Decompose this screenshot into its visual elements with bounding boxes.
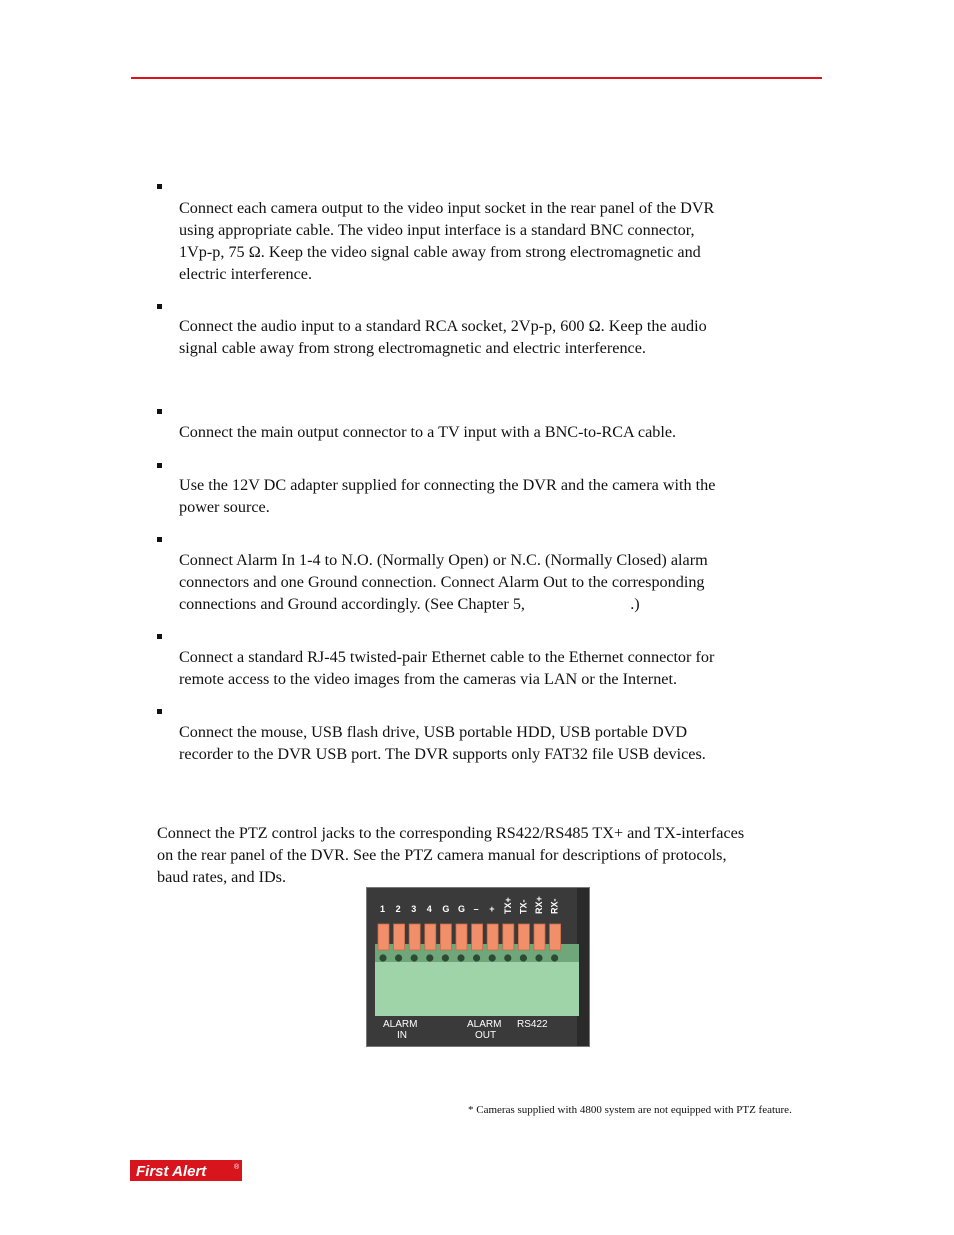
alarm-in-label: ALARM: [383, 1019, 418, 1030]
release-tab: [487, 924, 498, 950]
pin-label: TX-: [518, 899, 529, 914]
ethernet-paragraph: [179, 646, 799, 690]
text-line: 1Vp-p, 75 Ω. Keep the video signal cable away from strong electromagnetic and: [179, 243, 701, 261]
bullet-marker: [157, 709, 162, 714]
bullet-marker: [157, 184, 162, 189]
text-line: using appropriate cable. The video input interface is a standard BNC connector,: [179, 221, 695, 239]
release-tab: [550, 924, 561, 950]
alarm-out-sub-label: OUT: [475, 1030, 497, 1041]
screw-hole: [395, 954, 402, 961]
rs422-label: RS422: [517, 1019, 548, 1030]
pin-label: –: [473, 904, 479, 914]
terminal-block-image: [366, 887, 590, 1047]
screw-hole: [535, 954, 542, 961]
pin-label: RX+: [534, 896, 544, 914]
text-line: Connect the main output connector to a TV input with a BNC-to-RCA cable.: [179, 423, 677, 441]
alarm-out-label: ALARM: [467, 1019, 502, 1030]
text-line: baud rates, and IDs.: [157, 868, 287, 886]
footnote: * Cameras supplied with 4800 system are not equipped with PTZ feature.: [468, 1104, 792, 1116]
text-line: recorder to the DVR USB port. The DVR supports only FAT32 file USB devices.: [179, 745, 706, 763]
release-tab: [394, 924, 405, 950]
release-tab: [440, 924, 451, 950]
pin-label: 3: [411, 904, 417, 914]
release-tab: [534, 924, 545, 950]
release-tab: [425, 924, 436, 950]
power-paragraph: [179, 474, 799, 518]
bullet-marker: [157, 304, 162, 309]
text-line: Use the 12V DC adapter supplied for connecting the DVR and the camera with the: [179, 476, 716, 494]
pin-label: +: [489, 904, 495, 914]
pin-label: G: [458, 904, 466, 914]
pin-label: 4: [426, 904, 432, 914]
text-line: connectors and one Ground connection. Connect Alarm Out to the corresponding: [179, 573, 705, 591]
release-tab: [518, 924, 529, 950]
screw-hole: [504, 954, 511, 961]
screw-hole: [426, 954, 433, 961]
text-line: electric interference.: [179, 265, 312, 283]
text-line: power source.: [179, 498, 270, 516]
screw-hole: [473, 954, 480, 961]
text-line: Connect the mouse, USB flash drive, USB portable HDD, USB portable DVD: [179, 723, 688, 741]
release-tab: [409, 924, 420, 950]
release-tab: [456, 924, 467, 950]
text-line: signal cable away from strong electromagnetic and electric interference.: [179, 339, 646, 357]
bullet-marker: [157, 463, 162, 468]
text-line: Connect each camera output to the video input socket in the rear panel of the DVR: [179, 199, 715, 217]
text-line: Connect a standard RJ-45 twisted-pair Ethernet cable to the Ethernet connector for: [179, 648, 715, 666]
text-line: connections and Ground accordingly. (See Chapter 5, .): [179, 595, 640, 613]
text-line: on the rear panel of the DVR. See the PTZ camera manual for descriptions of protocols,: [157, 846, 727, 864]
audio-input-paragraph: [179, 315, 799, 359]
alarm-paragraph: [179, 549, 799, 615]
usb-paragraph: [179, 721, 799, 765]
text-line: Connect the PTZ control jacks to the corresponding RS422/RS485 TX+ and TX-interfaces: [157, 824, 745, 842]
bullet-marker: [157, 634, 162, 639]
screw-hole: [489, 954, 496, 961]
pin-label: 1: [380, 904, 386, 914]
screw-hole: [551, 954, 558, 961]
pin-label: TX+: [502, 897, 513, 914]
release-tab: [378, 924, 389, 950]
pin-label: 2: [395, 904, 401, 914]
text-line: remote access to the video images from the cameras via LAN or the Internet.: [179, 670, 678, 688]
screw-hole: [457, 954, 464, 961]
first-alert-logo: [130, 1160, 242, 1181]
release-tab: [503, 924, 514, 950]
text-line: Connect the audio input to a standard RCA socket, 2Vp-p, 600 Ω. Keep the audio: [179, 317, 707, 335]
pin-label: RX-: [549, 898, 560, 914]
ptz-paragraph: [157, 822, 837, 888]
svg-text:First Alert: First Alert: [136, 1163, 207, 1180]
pin-label: G: [442, 904, 450, 914]
bullet-marker: [157, 537, 162, 542]
main-output-paragraph: [179, 421, 799, 443]
svg-text:®: ®: [234, 1164, 240, 1171]
text-line: Connect Alarm In 1-4 to N.O. (Normally Open) or N.C. (Normally Closed) alarm: [179, 551, 708, 569]
screw-hole: [520, 954, 527, 961]
alarm-in-sub-label: IN: [397, 1030, 407, 1041]
video-input-paragraph: [179, 197, 799, 285]
release-tab: [472, 924, 483, 950]
screw-hole: [442, 954, 449, 961]
screw-hole: [379, 954, 386, 961]
bullet-marker: [157, 409, 162, 414]
screw-hole: [411, 954, 418, 961]
header-rule: [131, 77, 822, 79]
